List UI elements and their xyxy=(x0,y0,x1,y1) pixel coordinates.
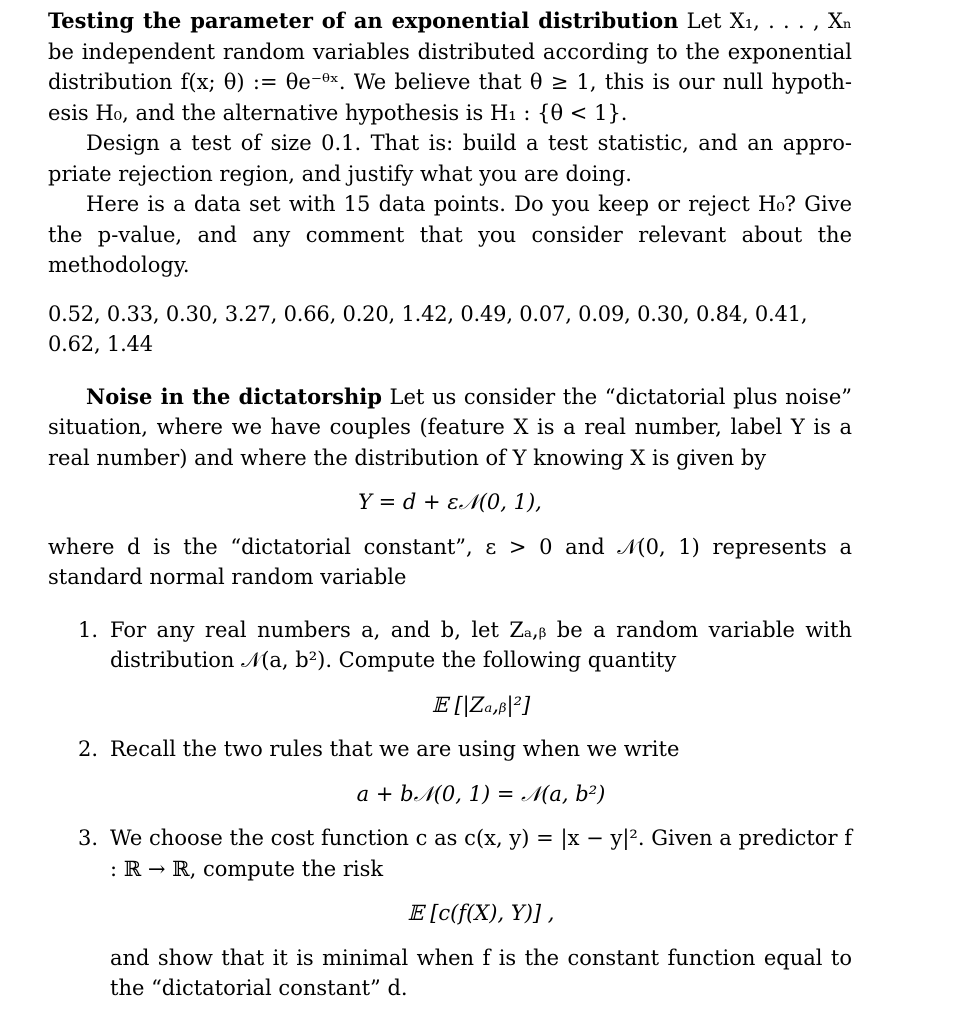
item-text: For any real numbers a, and b, let Zₐ,ᵦ be a random variable with distribution 𝒩(a, b²). Compute the following quantity xyxy=(110,617,852,672)
list-item xyxy=(48,823,852,1004)
item-text: We choose the cost function c as c(x, y) = |x − y|². Given a predictor f : ℝ → ℝ, compute the risk xyxy=(110,826,852,881)
section1-paragraph xyxy=(48,6,852,128)
section1-para3: Here is a data set with 15 data points. Do you keep or reject H₀? Give the p-value, and any comment that you consider relevant about the methodology. xyxy=(48,192,852,277)
list-item xyxy=(48,615,852,721)
item-equation: 𝔼 [c(f(X), Y)] , xyxy=(407,901,555,925)
section2-title: Noise in the dictatorship xyxy=(86,383,382,409)
item-after-text: and show that it is minimal when f is the constant function equal to the “dictatorial constant” d. xyxy=(110,945,852,1000)
item-text: Recall the two rules that we are using when we write xyxy=(110,737,680,761)
data-set: 0.52, 0.33, 0.30, 3.27, 0.66, 0.20, 1.42, 0.49, 0.07, 0.09, 0.30, 0.84, 0.41, 0.62, 1.44 xyxy=(48,301,808,356)
question-list xyxy=(48,615,852,1004)
list-item xyxy=(48,734,852,809)
main-equation: Y = d + ε𝒩(0, 1), xyxy=(358,490,542,514)
item-equation: a + b𝒩(0, 1) = 𝒩(a, b²) xyxy=(356,781,606,806)
section1-intro: Let X₁, . . . , Xₙ be independent random variables distributed according to the exponential distribution f(x; θ) := θe⁻ᶿˣ. We believe that θ ≥ 1, this is our null hypoth- esis H₀, and the alternative hypothesis is H₁ : {θ < 1}. xyxy=(48,9,852,125)
item-number: 3. xyxy=(78,826,99,850)
section2-paragraph xyxy=(48,382,852,474)
section2-intro: Let us consider the “dictatorial plus noise” situation, where we have couples (feature X is a real number, label Y is a real number) and where the distribution of Y knowing X is given by xyxy=(48,384,852,470)
item-number: 2. xyxy=(78,737,99,761)
item-number: 1. xyxy=(78,617,99,642)
section1-para2: Design a test of size 0.1. That is: build a test statistic, and an appro- priate rejection region, and justify what you are doing. xyxy=(48,131,852,186)
section1-title: Testing the parameter of an exponential distribution xyxy=(48,8,679,33)
section2-after-equation: where d is the “dictatorial constant”, ε > 0 and 𝒩(0, 1) represents a standard normal random variable xyxy=(48,534,852,589)
item-equation: 𝔼 [|Zₐ,ᵦ|²] xyxy=(431,692,531,717)
